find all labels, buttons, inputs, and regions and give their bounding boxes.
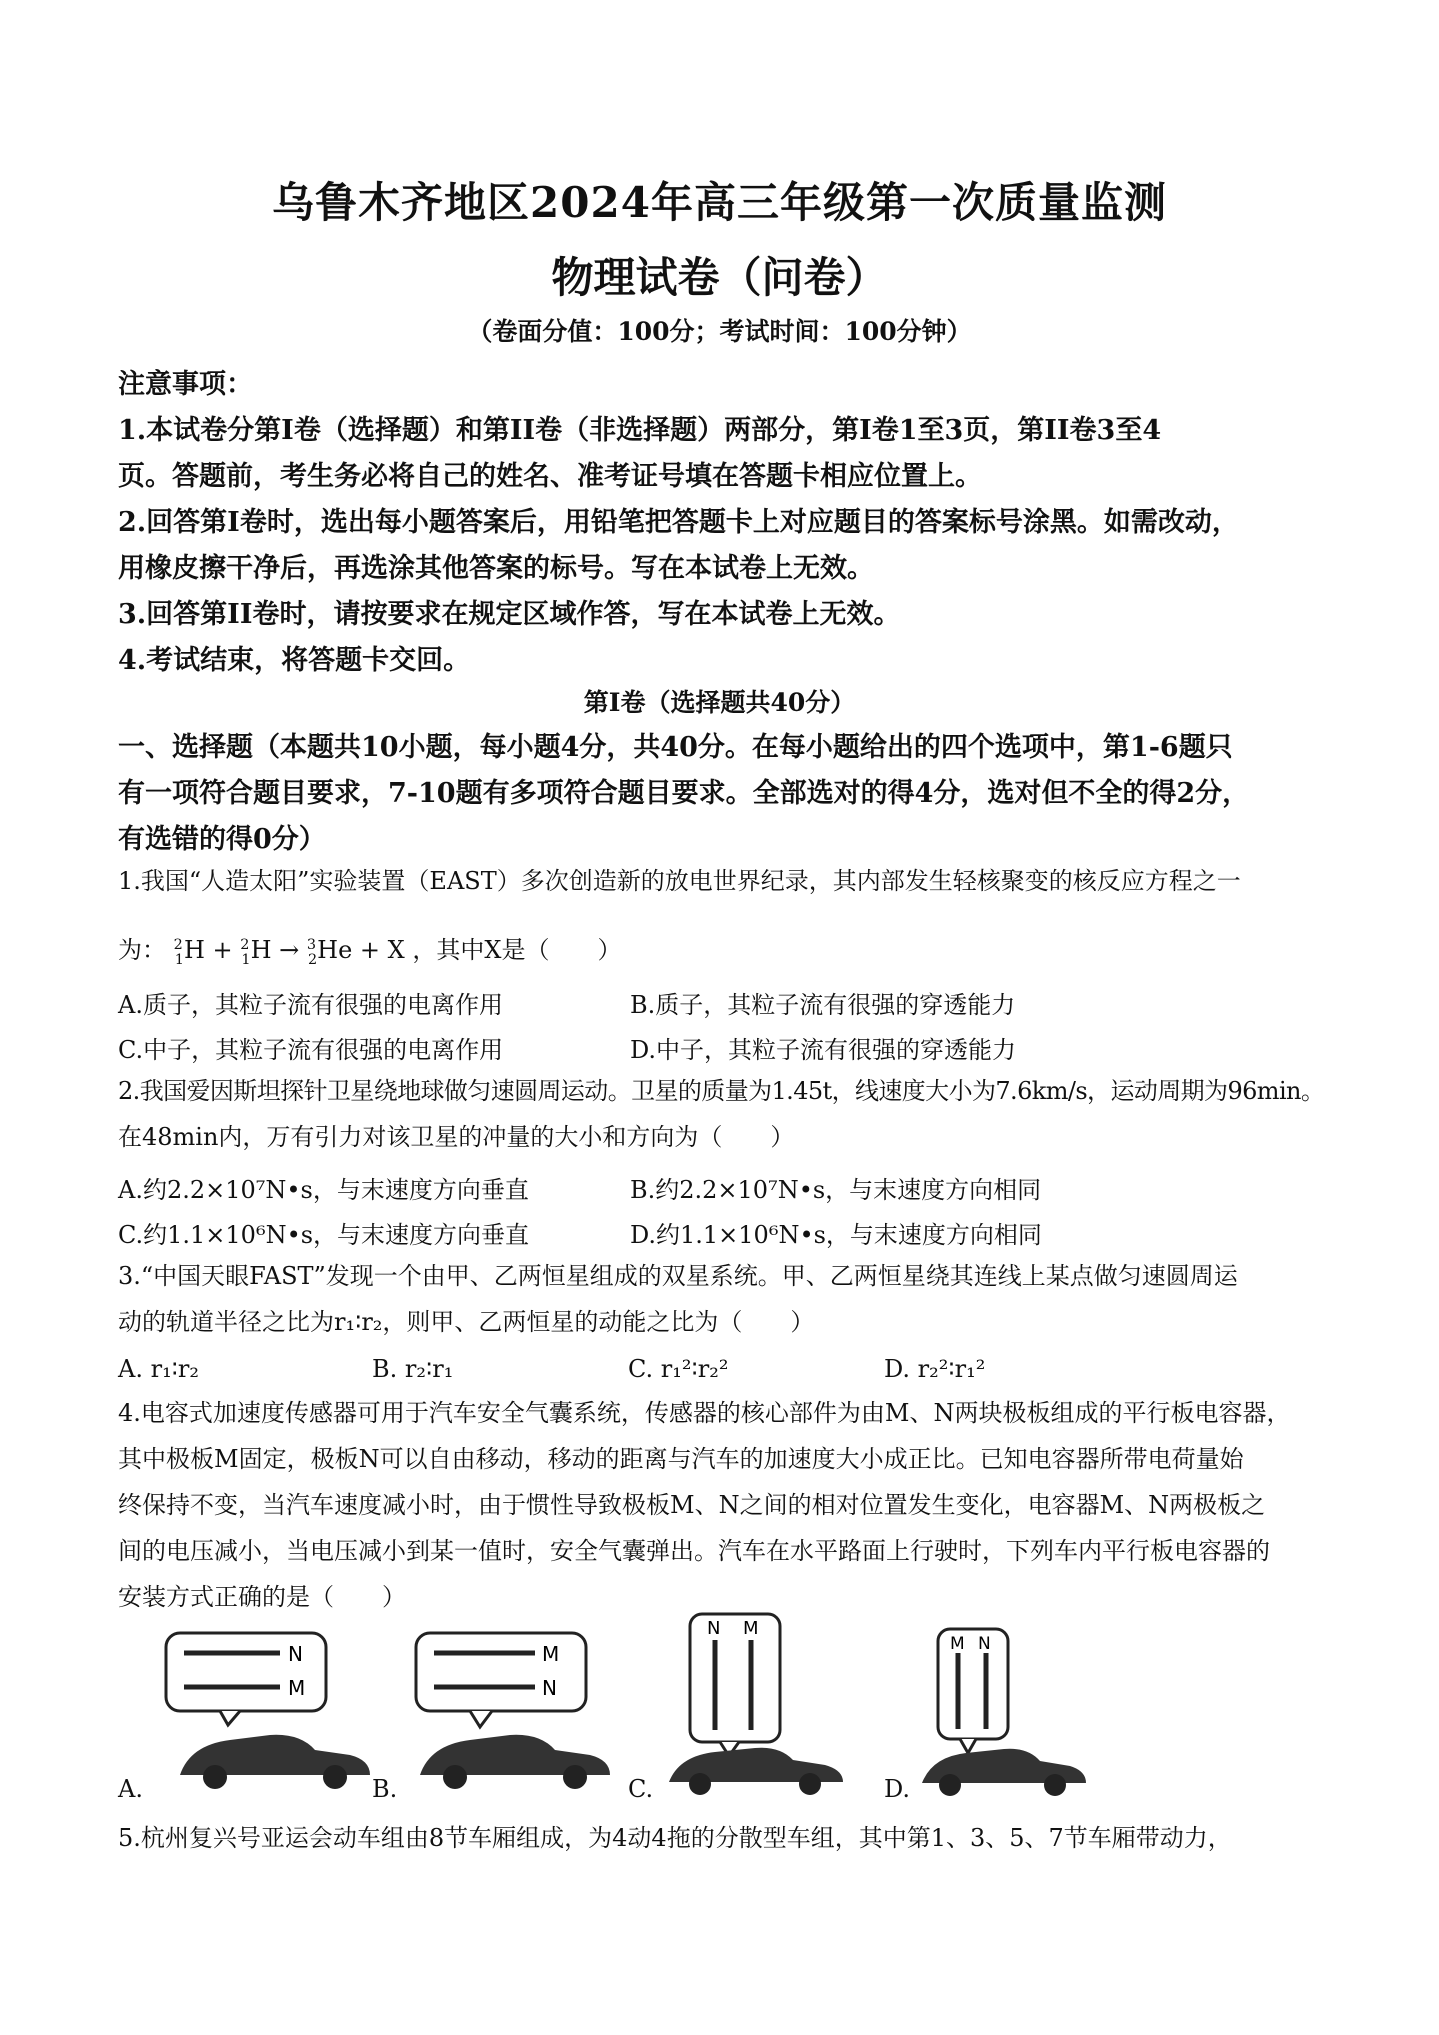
plate-label: M <box>950 1634 965 1654</box>
q3-option-a[interactable]: A. r₁∶r₂ <box>118 1355 200 1383</box>
figure-a-car-capacitor <box>150 1625 390 1800</box>
question-3-stem: 动的轨道半径之比为r₁∶r₂，则甲、乙两恒星的动能之比为（ ） <box>118 1308 815 1336</box>
plate-label: M <box>743 1618 759 1639</box>
q2-option-c[interactable]: C.约1.1×10⁶N•s，与末速度方向垂直 <box>118 1221 530 1249</box>
fusion-equation: $^2_1$H + $^2_1$H → $^3_2$He + X <box>173 936 413 968</box>
plate-label: N <box>707 1618 721 1639</box>
note-line: 4.考试结束，将答题卡交回。 <box>118 645 471 676</box>
plate-label: N <box>288 1642 303 1666</box>
section-instructions <box>118 725 1338 863</box>
notes-heading: 注意事项： <box>118 369 253 400</box>
instruction-line: 有选错的得0分） <box>118 824 326 855</box>
question-4-line: 其中极板M固定，极板N可以自由移动，移动的距离与汽车的加速度大小成正比。已知电容器所带电荷量始 <box>118 1445 1244 1473</box>
note-line: 用橡皮擦干净后，再选涂其他答案的标号。写在本试卷上无效。 <box>118 553 874 584</box>
note-line: 2.回答第I卷时，选出每小题答案后，用铅笔把答题卡上对应题目的答案标号涂黑。如需改动， <box>118 507 1239 538</box>
q2-option-d[interactable]: D.约1.1×10⁶N•s，与末速度方向相同 <box>630 1221 1042 1249</box>
question-1 <box>118 858 1338 983</box>
question-3 <box>118 1253 1338 1345</box>
figure-c-car-capacitor <box>665 1610 905 1800</box>
note-line: 页。答题前，考生务必将自己的姓名、准考证号填在答题卡相应位置上。 <box>118 461 982 492</box>
question-4-line: 4.电容式加速度传感器可用于汽车安全气囊系统，传感器的核心部件为由M、N两块极板组成的平行板电容器， <box>118 1399 1291 1427</box>
q2-option-b[interactable]: B.约2.2×10⁷N•s，与末速度方向相同 <box>630 1176 1042 1204</box>
notes-block <box>118 362 1338 684</box>
question-1-stem: 1.我国“人造太阳”实验装置（EAST）多次创造新的放电世界纪录，其内部发生轻核聚变的核反应方程之一 <box>118 867 1241 895</box>
note-line: 3.回答第II卷时，请按要求在规定区域作答，写在本试卷上无效。 <box>118 599 901 630</box>
question-2 <box>118 1068 1358 1160</box>
question-4-line: 终保持不变，当汽车速度减小时，由于惯性导致极板M、N之间的相对位置发生变化，电容器M、N两极板之 <box>118 1491 1266 1519</box>
q3-option-b[interactable]: B. r₂∶r₁ <box>372 1355 454 1383</box>
question-5-stem: 5.杭州复兴号亚运会动车组由8节车厢组成，为4动4拖的分散型车组，其中第1、3、5、7节车厢带动力， <box>118 1824 1232 1852</box>
question-4-line: 安装方式正确的是（ ） <box>118 1583 406 1611</box>
plate-label: M <box>288 1676 306 1700</box>
instruction-line: 有一项符合题目要求，7-10题有多项符合题目要求。全部选对的得4分，选对但不全的得2分， <box>118 778 1250 809</box>
question-5 <box>118 1815 1358 1861</box>
q1-option-b[interactable]: B.质子，其粒子流有很强的穿透能力 <box>630 991 1016 1019</box>
figure-b-car-capacitor <box>410 1625 650 1800</box>
section-title: 第I卷（选择题共40分） <box>583 688 856 717</box>
q3-option-d[interactable]: D. r₂²∶r₁² <box>884 1355 986 1383</box>
question-1-equation-line: 为： $^2_1$H + $^2_1$H → $^3_2$He + X ，其中X是（ ） <box>118 936 622 968</box>
page-subtitle: 物理试卷（问卷） <box>551 253 888 302</box>
question-2-stem: 2.我国爱因斯坦探针卫星绕地球做匀速圆周运动。卫星的质量为1.45t，线速度大小为7.6km/s，运动周期为96min。 <box>118 1077 1325 1105</box>
note-line: 1.本试卷分第I卷（选择题）和第II卷（非选择题）两部分，第I卷1至3页，第II卷3至4 <box>118 415 1162 446</box>
question-3-stem: 3.“中国天眼FAST”发现一个由甲、乙两恒星组成的双星系统。甲、乙两恒星绕其连线上某点做匀速圆周运 <box>118 1262 1238 1290</box>
figure-d-car-capacitor <box>920 1625 1160 1800</box>
question-4 <box>118 1390 1358 1620</box>
q3-option-c[interactable]: C. r₁²∶r₂² <box>628 1355 729 1383</box>
q1-option-c[interactable]: C.中子，其粒子流有很强的电离作用 <box>118 1036 504 1064</box>
plate-label: M <box>542 1642 560 1666</box>
figure-d-label[interactable]: D. <box>884 1775 911 1803</box>
figure-c-label[interactable]: C. <box>628 1775 654 1803</box>
plate-label: N <box>542 1676 557 1700</box>
figure-a-label[interactable]: A. <box>118 1775 143 1803</box>
plate-label: N <box>978 1634 991 1654</box>
exam-meta: （卷面分值：100分；考试时间：100分钟） <box>467 317 972 346</box>
q1-option-a[interactable]: A.质子，其粒子流有很强的电离作用 <box>118 991 503 1019</box>
question-2-stem: 在48min内，万有引力对该卫星的冲量的大小和方向为（ ） <box>118 1123 795 1151</box>
instruction-line: 一、选择题（本题共10小题，每小题4分，共40分。在每小题给出的四个选项中，第1-6题只 <box>118 732 1233 763</box>
figure-b-label[interactable]: B. <box>372 1775 398 1803</box>
q2-option-a[interactable]: A.约2.2×10⁷N•s，与末速度方向垂直 <box>118 1176 529 1204</box>
q1-option-d[interactable]: D.中子，其粒子流有很强的穿透能力 <box>630 1036 1017 1064</box>
page-title: 乌鲁木齐地区2024年高三年级第一次质量监测 <box>272 178 1167 227</box>
question-4-line: 间的电压减小，当电压减小到某一值时，安全气囊弹出。汽车在水平路面上行驶时，下列车内平行板电容器的 <box>118 1537 1270 1565</box>
